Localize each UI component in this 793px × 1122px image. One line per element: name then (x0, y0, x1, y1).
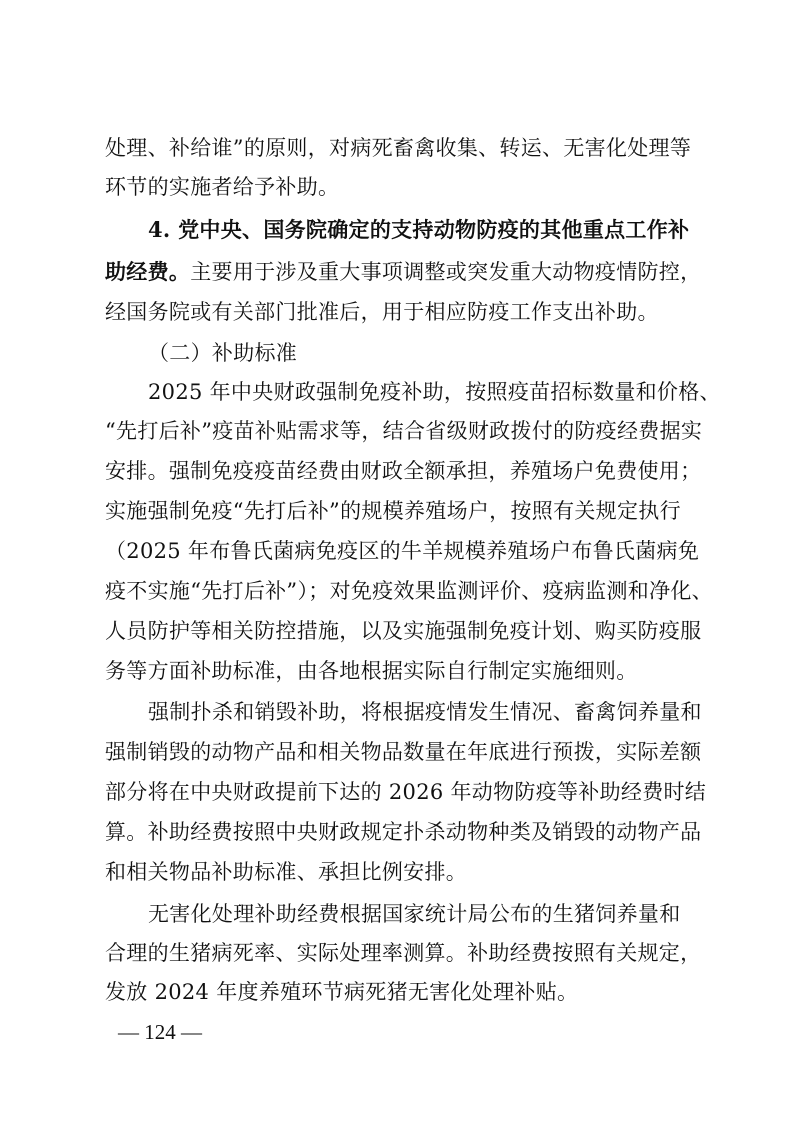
page-number: — 124 — (118, 1020, 202, 1044)
text-line: 部分将在中央财政提前下达的 2026 年动物防疫等补助经费时结 (105, 780, 707, 804)
text-line: 处理、补给谁”的原则，对病死畜禽收集、转运、无害化处理等 (105, 136, 692, 160)
item4-line (105, 257, 702, 287)
text-line: 强制扑杀和销毁补助，将根据疫情发生情况、畜禽饲养量和 (148, 700, 702, 724)
item4-heading-end: 助经费。 (105, 259, 191, 284)
text-line: “先打后补”疫苗补贴需求等，结合省级财政拨付的防疫经费据实 (105, 419, 703, 443)
text-line: 算。补助经费按照中央财政规定扑杀动物种类及销毁的动物产品 (105, 820, 702, 844)
text-line: 环节的实施者给予补助。 (105, 175, 340, 199)
text-line: 无害化处理补助经费根据国家统计局公布的生猪饲养量和 (148, 902, 681, 926)
text-line: （2025 年布鲁氏菌病免疫区的牛羊规模养殖场户布鲁氏菌病免 (105, 539, 700, 563)
text-line: 和相关物品补助标准、承担比例安排。 (105, 860, 468, 884)
text-line: 务等方面补助标准，由各地根据实际自行制定实施细则。 (105, 659, 638, 683)
item4-text: 主要用于涉及重大事项调整或突发重大动物疫情防控， (190, 260, 702, 284)
section-heading: （二）补助标准 (148, 341, 298, 365)
text-line: 安排。强制免疫疫苗经费由财政全额承担，养殖场户免费使用； (105, 459, 702, 483)
text-line: 发放 2024 年度养殖环节病死猪无害化处理补贴。 (105, 980, 579, 1004)
text-line: 疫不实施“先打后补”）；对免疫效果监测评价、疫病监测和净化、 (105, 579, 713, 603)
text-line: 经国务院或有关部门批准后，用于相应防疫工作支出补助。 (105, 300, 659, 324)
text-line: 2025 年中央财政强制免疫补助，按照疫苗招标数量和价格、 (148, 380, 721, 404)
text-line: 人员防护等相关防控措施，以及实施强制免疫计划、购买防疫服 (105, 619, 702, 643)
item4-heading: 4. 党中央、国务院确定的支持动物防疫的其他重点工作补 (148, 217, 690, 242)
text-line: 合理的生猪病死率、实际处理率测算。补助经费按照有关规定， (105, 941, 702, 965)
text-line: 实施强制免疫“先打后补”的规模养殖场户，按照有关规定执行 (105, 499, 681, 523)
text-line: 强制销毁的动物产品和相关物品数量在年底进行预拨，实际差额 (105, 740, 702, 764)
